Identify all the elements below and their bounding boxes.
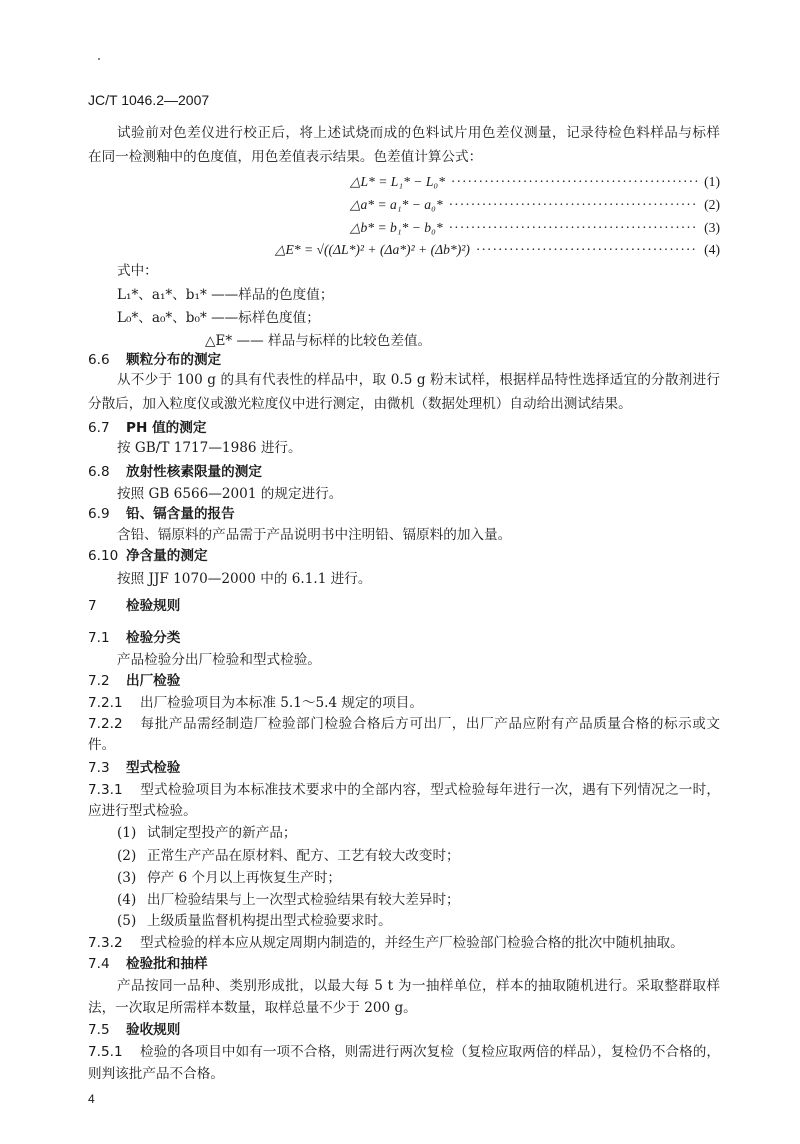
dot-leader [451, 173, 698, 191]
equation [350, 196, 720, 214]
document-header: JC/T 1046.2—2007 [88, 92, 210, 108]
paragraph-line: 产品检验分出厂检验和型式检验。 [117, 652, 321, 668]
section-title: 检验分类 [126, 630, 181, 646]
paragraph-line: 在同一检测釉中的色度值，用色差值表示结果。色差值计算公式： [88, 149, 483, 165]
paragraph-line: 含铅、镉原料的产品需于产品说明书中注明铅、镉原料的加入量。 [117, 527, 512, 543]
variable-definition: L₁*、a₁*、b₁* ——样品的色度值； [117, 287, 334, 303]
equation-number: (3) [704, 220, 720, 235]
list-item-text: 正常生产产品在原材料、配方、工艺有较大改变时； [147, 848, 460, 864]
dot-leader [449, 219, 699, 237]
section-number: 7 [88, 598, 97, 614]
list-item-number: (2) [117, 848, 137, 864]
equation-formula: △E* = √((ΔL*)² + (Δa*)² + (Δb*)²) [275, 242, 470, 257]
section-heading [88, 463, 262, 481]
section-number: 7.3 [88, 760, 110, 776]
subsection-clause [88, 1043, 720, 1061]
section-number: 6.6 [88, 352, 110, 368]
paragraph-line: 产品按同一品种、类别形成批，以最大每 5 t 为一抽样单位，样本的抽取随机进行。采取整群取样 [117, 978, 720, 994]
paragraph-line: 按照 GB 6566—2001 的规定进行。 [117, 486, 343, 502]
list-item [117, 891, 460, 909]
section-heading [88, 351, 221, 369]
clause-text: 检验的各项目中如有一项不合格，则需进行两次复检（复检应取两倍的样品），复检仍不合格的， [140, 1044, 720, 1060]
section-title: PH 值的测定 [126, 420, 207, 436]
section-heading [88, 672, 180, 690]
paragraph-line: 按照 JJF 1070—2000 中的 6.1.1 进行。 [117, 571, 372, 587]
section-number: 7.2 [88, 673, 110, 689]
section-title: 铅、镉含量的报告 [126, 506, 235, 522]
list-item [117, 869, 341, 887]
list-item-number: (3) [117, 870, 137, 886]
section-title: 放射性核素限量的测定 [126, 464, 262, 480]
list-item [117, 912, 392, 930]
clause-text: 型式检验的样本应从规定周期内制造的，并经生产厂检验部门检验合格的批次中随机抽取。 [140, 935, 684, 951]
clause-number: 7.3.1 [88, 782, 123, 798]
section-heading [88, 419, 206, 437]
section-number: 6.8 [88, 464, 110, 480]
clause-text: 型式检验项目为本标准技术要求中的全部内容，型式检验每年进行一次，遇有下列情况之一时， [140, 782, 720, 798]
paragraph-line: 从不少于 100 g 的具有代表性的样品中，取 0.5 g 粉末试样，根据样品特性选择适宜的分散剂进行 [117, 372, 720, 388]
dot-leader [476, 241, 698, 259]
section-title: 检验批和抽样 [126, 956, 208, 972]
subsection-clause [88, 934, 684, 952]
section-number: 6.7 [88, 420, 110, 436]
clause-number: 7.2.2 [88, 716, 123, 732]
section-title: 型式检验 [126, 760, 181, 776]
equation [350, 219, 720, 237]
dot-leader [449, 196, 699, 214]
section-number: 6.9 [88, 506, 110, 522]
subsection-clause [88, 715, 720, 733]
section-heading [88, 955, 208, 973]
scan-speck [98, 58, 100, 60]
section-title: 验收规则 [126, 1022, 181, 1038]
list-item-text: 出厂检验结果与上一次型式检验结果有较大差异时； [147, 892, 460, 908]
clause-text: 每批产品需经制造厂检验部门检验合格后方可出厂，出厂产品应附有产品质量合格的标示或文 [140, 716, 720, 732]
paragraph-line: 按 GB/T 1717—1986 进行。 [117, 440, 302, 456]
clause-number: 7.3.2 [88, 935, 123, 951]
section-heading [88, 505, 235, 523]
equation-number: (2) [704, 197, 720, 212]
equation-number: (1) [704, 174, 720, 189]
list-item [117, 824, 297, 842]
subsection-clause [88, 781, 720, 799]
clause-number: 7.5.1 [88, 1044, 123, 1060]
paragraph-line: 试验前对色差仪进行校正后，将上述试烧而成的色料试片用色差仪测量，记录待检色料样品与标样 [117, 125, 720, 141]
section-title: 检验规则 [126, 598, 181, 614]
section-title: 净含量的测定 [126, 548, 208, 564]
list-item-number: (5) [117, 913, 137, 929]
paragraph-line: 应进行型式检验。 [88, 803, 197, 819]
section-heading [88, 547, 208, 565]
where-label: 式中： [117, 263, 158, 279]
section-number: 7.1 [88, 630, 110, 646]
list-item [117, 847, 460, 865]
paragraph-line: 分散后，加入粒度仪或激光粒度仪中进行测定，由微机（数据处理机）自动给出测试结果。 [88, 396, 632, 412]
list-item-number: (1) [117, 825, 137, 841]
equation-number: (4) [704, 242, 720, 257]
equation-formula: △b* = b₁* − b₀* [350, 220, 443, 235]
list-item-text: 上级质量监督机构提出型式检验要求时。 [147, 913, 392, 929]
subsection-clause [88, 694, 423, 712]
paragraph-line: 法，一次取足所需样本数量，取样总量不少于 200 g。 [88, 1000, 417, 1016]
equation [275, 241, 720, 259]
equation-formula: △L* = L₁* − L₀* [350, 174, 445, 189]
equation [350, 173, 720, 191]
list-item-number: (4) [117, 892, 137, 908]
section-number: 7.4 [88, 956, 110, 972]
paragraph-line: 则判该批产品不合格。 [88, 1066, 224, 1082]
section-number: 6.10 [88, 548, 119, 564]
section-number: 7.5 [88, 1022, 110, 1038]
section-title: 颗粒分布的测定 [126, 352, 222, 368]
list-item-text: 停产 6 个月以上再恢复生产时； [147, 870, 342, 886]
section-title: 出厂检验 [126, 673, 181, 689]
list-item-text: 试制定型投产的新产品； [147, 825, 297, 841]
page-number: 4 [88, 1092, 95, 1106]
clause-number: 7.2.1 [88, 695, 123, 711]
section-heading [88, 1021, 180, 1039]
section-heading [88, 629, 180, 647]
paragraph-line: 件。 [88, 737, 116, 753]
equation-formula: △a* = a₁* − a₀* [350, 197, 443, 212]
variable-definition: L₀*、a₀*、b₀* ——标样色度值； [117, 310, 320, 326]
clause-text: 出厂检验项目为本标准 5.1～5.4 规定的项目。 [140, 695, 423, 711]
section-heading [88, 759, 180, 777]
section-heading [88, 597, 180, 615]
variable-definition: △E* —— 样品与标样的比较色差值。 [205, 333, 432, 349]
